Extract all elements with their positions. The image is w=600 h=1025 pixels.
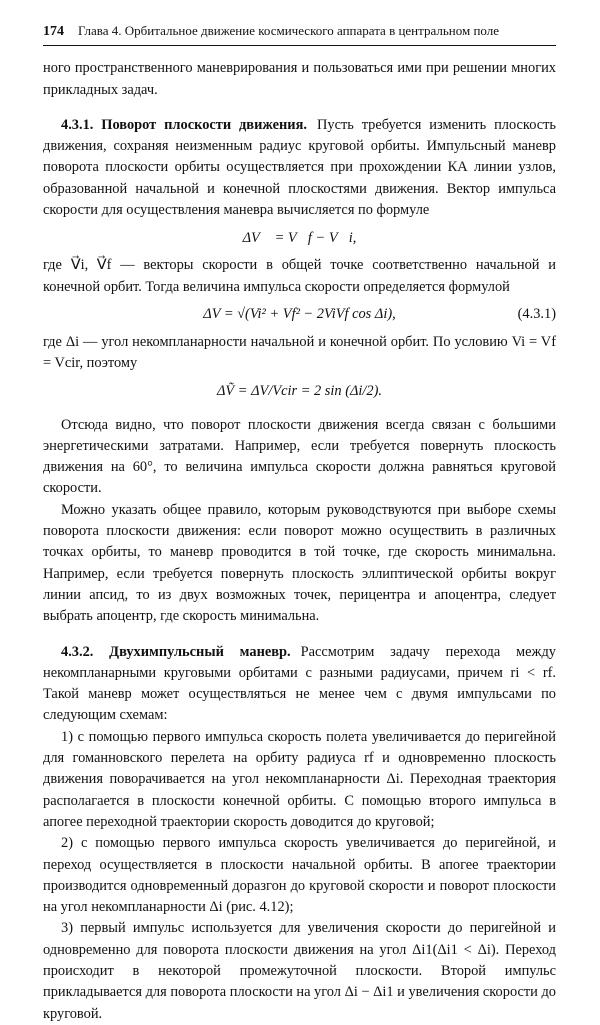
equation-number: (4.3.1): [517, 306, 556, 323]
section-4-3-1-paragraph-4: Отсюда видно, что поворот плоскости движения всегда связан с большими энергетическими затратами. Например, если требуется повернуть плоскость движения на 60°, то величина импульса скорости должна равняться круговой скорости.: [43, 416, 556, 497]
section-4-3-2-paragraph-1: [43, 642, 556, 727]
page-number: 174: [43, 24, 64, 39]
equation-1-text: ΔV⃗ = V⃗f − V⃗i,: [242, 229, 357, 246]
equation-normalized-delta-v: [43, 375, 556, 409]
section-4-3-1-paragraph-1: [43, 115, 556, 221]
equation-2-text: ΔV = √(Vi² + Vf² − 2ViVf cos Δi),: [203, 306, 396, 323]
section-4-3-1: [43, 115, 556, 628]
chapter-title: Глава 4. Орбитальное движение космического аппарата в центральном поле: [78, 23, 500, 38]
running-header: [43, 20, 556, 46]
section-4-3-1-text-1: Пусть требуется изменить плоскость движения, сохраняя неизменным радиус круговой орбиты. Импульсный маневр поворота плоскости орбиты осуществляется при прохождении КА линии узлов, образованной начальной и конечной плоскостями движения. Вектор импульса скорости для осуществления маневра вычисляется по формуле: [43, 116, 556, 219]
section-4-3-1-title: 4.3.1. Поворот плоскости движения.: [61, 116, 307, 133]
section-4-3-1-paragraph-2: где V⃗i, V⃗f — векторы скорости в общей точке соответственно начальной и конечной орбит. Тогда величина импульса скорости определяется формулой: [43, 257, 556, 295]
equation-4-3-1: [43, 298, 556, 332]
list-item: 2) с помощью первого импульса скорость увеличивается до перигейной, и переход осуществляется в плоскости начальной орбиты. В апогее траектории производится одновременный доразгон до круговой скорости и поворот плоскости на угол некомпланарности Δi (рис. 4.12);: [43, 835, 556, 916]
section-4-3-2-title: 4.3.2. Двухимпульсный маневр.: [61, 643, 291, 660]
list-item: 3) первый импульс используется для увеличения скорости до перигейной и одновременно для поворота плоскости движения на угол Δi1(Δi1 < Δi). Переход происходит в некоторой промежуточной плоскости. Второй импульс прикладывается для поворота плоскости на угол Δi − Δi1 и увеличения скорости до круговой.: [43, 920, 556, 1022]
list-item: 1) с помощью первого импульса скорость полета увеличивается до перигейной для гоманновского перелета на орбиту радиуса rf и одновременно плоскость движения поворачивается на угол некомпланарности Δi. Переходная траектория располагается в плоскости конечной орбиты. С помощью второго импульса в апогее переходной траектории скорость доводится до круговой;: [43, 728, 556, 830]
section-4-3-2-text-1: Рассмотрим задачу перехода между некомпланарными круговыми орбитами с разными радиусами, причем ri < rf. Такой маневр может осуществляться не менее чем с двумя импульсами по следующим схемам:: [43, 643, 556, 724]
page: [43, 20, 556, 1025]
section-4-3-1-paragraph-3: где Δi — угол некомпланарности начальной и конечной орбит. По условию Vi = Vf = Vcir, поэтому: [43, 333, 556, 372]
section-4-3-2: [43, 642, 556, 1025]
equation-3-text: ΔṼ = ΔV/Vcir = 2 sin (Δi/2).: [216, 382, 383, 399]
intro-paragraph: ного пространственного маневрирования и пользоваться ими при решении многих прикладных задач.: [43, 60, 556, 98]
section-4-3-1-paragraph-5: Можно указать общее правило, которым руководствуются при выборе схемы поворота плоскости движения: если поворот можно осуществить в различных точках орбиты, то маневр проводится в той точке, где скорость минимальна. Например, если требуется повернуть плоскость эллиптической орбиты вокруг линии апсид, то из двух возможных точек, перицентра и апоцентра, следует выбрать апоцентр, где скорость минимальна.: [43, 501, 556, 625]
equation-delta-v-vector: [43, 221, 556, 255]
